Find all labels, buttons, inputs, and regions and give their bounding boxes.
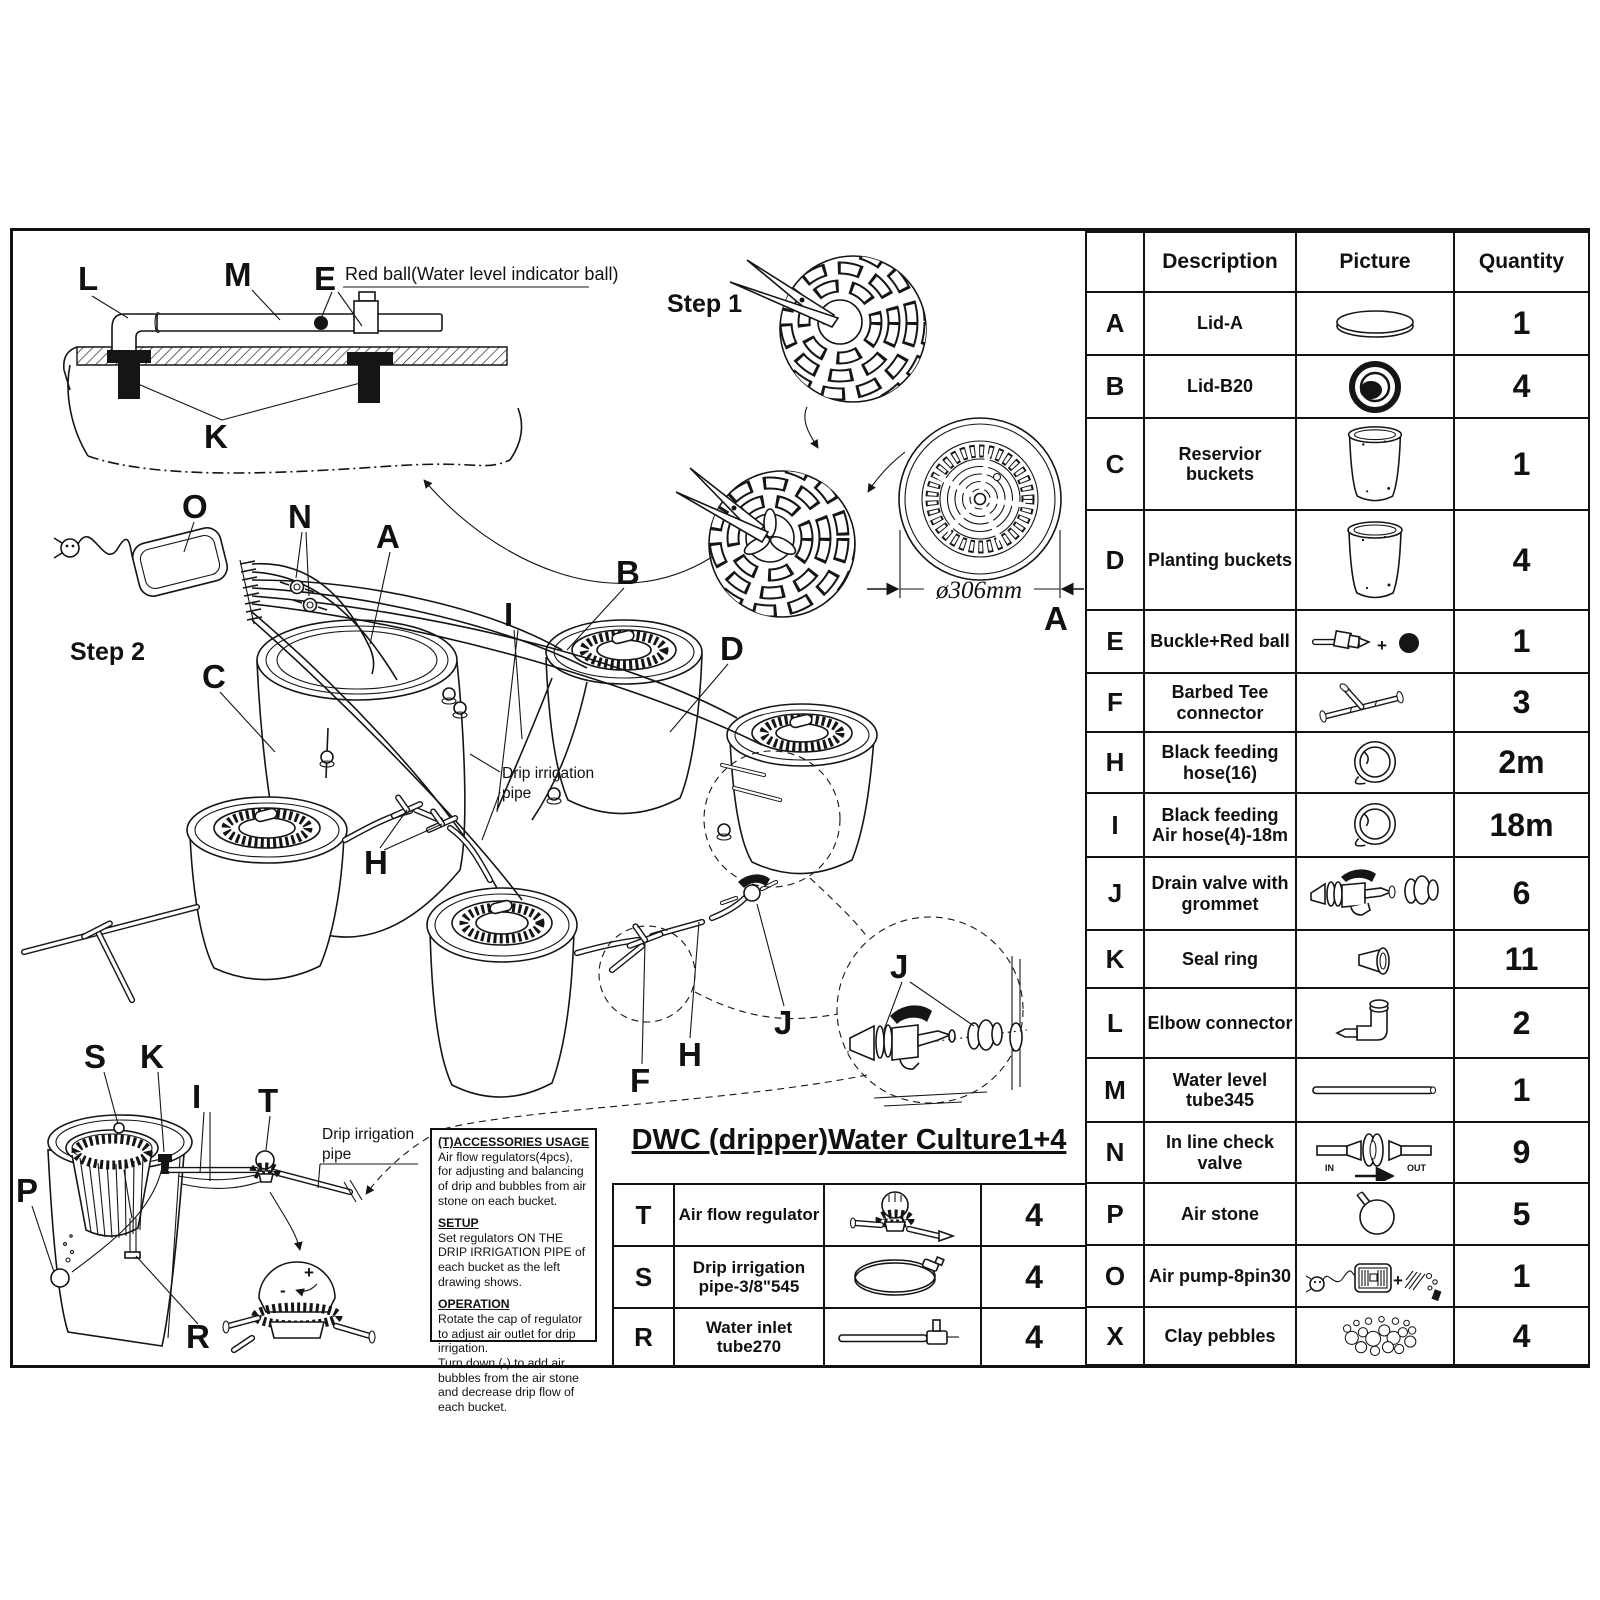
accessory-picture bbox=[824, 1246, 981, 1308]
part-letter: I bbox=[1086, 793, 1144, 857]
part-row bbox=[1086, 1122, 1589, 1183]
part-picture bbox=[1296, 732, 1454, 793]
part-row bbox=[1086, 732, 1589, 793]
check-valve-in-label: IN bbox=[1325, 1162, 1334, 1173]
lid-cut-detail-2 bbox=[676, 447, 861, 629]
label-R: R bbox=[186, 1318, 210, 1355]
lid-top-view bbox=[867, 418, 1084, 637]
accessories-table bbox=[612, 1183, 1088, 1367]
part-quantity: 9 bbox=[1454, 1122, 1589, 1183]
label-D: D bbox=[720, 630, 744, 667]
part-quantity: 1 bbox=[1454, 1245, 1589, 1307]
part-letter: A bbox=[1086, 292, 1144, 355]
part-description: Air pump-8pin30 bbox=[1144, 1245, 1296, 1307]
buckle-red-ball-icon bbox=[1305, 616, 1445, 668]
part-description: Lid-A bbox=[1144, 292, 1296, 355]
part-description: Seal ring bbox=[1144, 930, 1296, 988]
part-quantity: 2m bbox=[1454, 732, 1589, 793]
part-picture bbox=[1296, 1058, 1454, 1122]
part-description: Buckle+Red ball bbox=[1144, 610, 1296, 673]
part-quantity: 4 bbox=[1454, 510, 1589, 610]
usage-notes bbox=[430, 1128, 597, 1414]
part-quantity: 3 bbox=[1454, 673, 1589, 732]
planting-bucket-far-right bbox=[727, 704, 877, 874]
accessory-description: Water inlet tube270 bbox=[674, 1308, 824, 1366]
accessory-picture bbox=[824, 1184, 981, 1246]
part-picture bbox=[1296, 1245, 1454, 1307]
cutaway-bucket bbox=[48, 1115, 192, 1346]
plus-sign: + bbox=[1393, 1271, 1403, 1290]
tube-fitting bbox=[354, 301, 378, 333]
part-picture bbox=[1296, 1183, 1454, 1245]
label-T: T bbox=[258, 1082, 279, 1119]
part-row bbox=[1086, 610, 1589, 673]
setup-title: SETUP bbox=[438, 1216, 479, 1231]
part-letter: M bbox=[1086, 1058, 1144, 1122]
corner-cell bbox=[1086, 232, 1144, 292]
part-row bbox=[1086, 1058, 1589, 1122]
part-picture bbox=[1296, 610, 1454, 673]
part-letter: P bbox=[1086, 1183, 1144, 1245]
part-row bbox=[1086, 930, 1589, 988]
accessory-letter: S bbox=[613, 1246, 674, 1308]
part-picture bbox=[1296, 510, 1454, 610]
part-letter: F bbox=[1086, 673, 1144, 732]
regulator-minus: - bbox=[280, 1281, 286, 1300]
label-S: S bbox=[84, 1038, 107, 1075]
label-L: L bbox=[78, 260, 99, 297]
part-row bbox=[1086, 673, 1589, 732]
part-picture bbox=[1296, 355, 1454, 418]
part-row bbox=[1086, 355, 1589, 418]
seal-ring-left bbox=[107, 350, 151, 363]
part-quantity: 11 bbox=[1454, 930, 1589, 988]
part-quantity: 5 bbox=[1454, 1183, 1589, 1245]
drip-pipe-note-left-1: Drip irrigation bbox=[322, 1126, 415, 1143]
part-row bbox=[1086, 988, 1589, 1058]
drip-pipe-note-left-2: pipe bbox=[322, 1146, 352, 1163]
part-picture bbox=[1296, 988, 1454, 1058]
part-description: Black feeding Air hose(4)-18m bbox=[1144, 793, 1296, 857]
label-K: K bbox=[204, 418, 228, 455]
planting-bucket-bottom bbox=[427, 888, 577, 1097]
label-J-detail: J bbox=[890, 948, 909, 985]
part-description: Barbed Tee connector bbox=[1144, 673, 1296, 732]
water-inlet-tube-icon bbox=[833, 1316, 973, 1358]
lid-cut-detail-1 bbox=[730, 232, 930, 412]
label-I2: I bbox=[192, 1078, 202, 1115]
part-row bbox=[1086, 857, 1589, 930]
usage-title: (T)ACCESSORIES USAGE bbox=[438, 1135, 590, 1149]
part-letter: J bbox=[1086, 857, 1144, 930]
check-valve-out-label: OUT bbox=[1407, 1162, 1426, 1173]
quantity-header: Quantity bbox=[1454, 232, 1589, 292]
lid-a-icon bbox=[1305, 302, 1445, 346]
part-description: Air stone bbox=[1144, 1183, 1296, 1245]
accessory-row bbox=[613, 1308, 1087, 1366]
lid-diameter: ø306mm bbox=[935, 577, 1023, 604]
part-picture bbox=[1296, 673, 1454, 732]
seal-ring-right bbox=[347, 352, 393, 365]
air-pump-icon bbox=[1305, 1248, 1445, 1304]
part-row bbox=[1086, 1245, 1589, 1307]
part-row bbox=[1086, 1307, 1589, 1365]
label-H: H bbox=[364, 844, 388, 881]
label-A: A bbox=[376, 518, 400, 555]
label-C: C bbox=[202, 658, 226, 695]
red-ball-note: Red ball(Water level indicator ball) bbox=[345, 264, 619, 284]
part-quantity: 6 bbox=[1454, 857, 1589, 930]
drip-pipe-note-mid-2: pipe bbox=[502, 785, 532, 802]
detail-arrow-1 bbox=[805, 407, 818, 448]
description-header: Description bbox=[1144, 232, 1296, 292]
part-quantity: 1 bbox=[1454, 1058, 1589, 1122]
seal-ring-icon bbox=[1305, 935, 1445, 983]
part-description: Elbow connector bbox=[1144, 988, 1296, 1058]
label-J: J bbox=[774, 1004, 793, 1041]
part-letter: L bbox=[1086, 988, 1144, 1058]
step2-label: Step 2 bbox=[70, 638, 146, 666]
drain-valve-on-bucket bbox=[722, 874, 776, 903]
part-letter: D bbox=[1086, 510, 1144, 610]
part-letter: O bbox=[1086, 1245, 1144, 1307]
step1-label: Step 1 bbox=[667, 290, 743, 318]
part-picture bbox=[1296, 292, 1454, 355]
elbow-connector-icon bbox=[1305, 994, 1445, 1052]
drip-pipe-coil-icon bbox=[833, 1249, 973, 1305]
part-letter: B bbox=[1086, 355, 1144, 418]
operation-body-1: Rotate the cap of regulator to adjust air outlet for drip irrigation. bbox=[438, 1312, 583, 1356]
accessory-quantity: 4 bbox=[981, 1184, 1087, 1246]
bucket-icon bbox=[1305, 422, 1445, 506]
drain-valve-detail bbox=[847, 948, 1027, 1106]
part-letter: E bbox=[1086, 610, 1144, 673]
label-F: F bbox=[630, 1062, 651, 1099]
part-row bbox=[1086, 292, 1589, 355]
lid-b20-icon bbox=[1305, 359, 1445, 415]
part-description: Drain valve with grommet bbox=[1144, 857, 1296, 930]
part-letter: H bbox=[1086, 732, 1144, 793]
part-description: Black feeding hose(16) bbox=[1144, 732, 1296, 793]
detail-arrow-3 bbox=[424, 480, 712, 583]
part-description: Clay pebbles bbox=[1144, 1307, 1296, 1365]
air-flow-regulator-enlarged bbox=[223, 1192, 375, 1350]
part-letter: K bbox=[1086, 930, 1144, 988]
part-description: Water level tube345 bbox=[1144, 1058, 1296, 1122]
parts-header-row bbox=[1086, 232, 1589, 292]
part-row bbox=[1086, 418, 1589, 510]
planting-bucket-left bbox=[187, 797, 347, 980]
label-N: N bbox=[288, 498, 312, 535]
accessory-quantity: 4 bbox=[981, 1246, 1087, 1308]
operation-body-2: Turn down (-) to add air bubbles from the air stone and decrease drip flow of each bucket. bbox=[438, 1355, 579, 1414]
accessory-description: Air flow regulator bbox=[674, 1184, 824, 1246]
part-quantity: 1 bbox=[1454, 610, 1589, 673]
setup-body: Set regulators ON THE DRIP IRRIGATION PIPE of each bucket as the left drawing shows. bbox=[438, 1230, 586, 1289]
check-valve-icon bbox=[1305, 1125, 1445, 1181]
part-letter: N bbox=[1086, 1122, 1144, 1183]
label-O: O bbox=[182, 488, 208, 525]
water-level-tube-drawing bbox=[157, 314, 442, 331]
part-quantity: 1 bbox=[1454, 292, 1589, 355]
red-ball bbox=[314, 316, 328, 330]
part-letter: X bbox=[1086, 1307, 1144, 1365]
part-quantity: 1 bbox=[1454, 418, 1589, 510]
accessory-quantity: 4 bbox=[981, 1308, 1087, 1366]
air-stone-icon bbox=[1305, 1188, 1445, 1240]
accessory-row bbox=[613, 1246, 1087, 1308]
bucket-icon bbox=[1305, 516, 1445, 604]
accessory-picture bbox=[824, 1308, 981, 1366]
air-flow-regulator-icon bbox=[833, 1187, 973, 1243]
part-description: Reservior buckets bbox=[1144, 418, 1296, 510]
drain-valve-icon bbox=[1305, 863, 1445, 925]
label-A-dim: A bbox=[1044, 600, 1068, 637]
sheet-title: DWC (dripper)Water Culture1+4 bbox=[631, 1124, 1067, 1156]
accessory-description: Drip irrigation pipe-3/8"545 bbox=[674, 1246, 824, 1308]
part-picture bbox=[1296, 1122, 1454, 1183]
part-row bbox=[1086, 510, 1589, 610]
tube-fitting-cap bbox=[359, 292, 375, 301]
label-K2: K bbox=[140, 1038, 164, 1075]
label-P: P bbox=[16, 1172, 39, 1209]
part-description: In line check valve bbox=[1144, 1122, 1296, 1183]
part-letter: C bbox=[1086, 418, 1144, 510]
part-description: Planting buckets bbox=[1144, 510, 1296, 610]
parts-table bbox=[1085, 231, 1590, 1366]
air-pump-drawing bbox=[54, 488, 262, 624]
part-row bbox=[1086, 1183, 1589, 1245]
barbed-tee-icon bbox=[1305, 678, 1445, 728]
part-picture bbox=[1296, 857, 1454, 930]
part-quantity: 2 bbox=[1454, 988, 1589, 1058]
label-B: B bbox=[616, 554, 640, 591]
part-picture bbox=[1296, 793, 1454, 857]
part-description: Lid-B20 bbox=[1144, 355, 1296, 418]
label-M: M bbox=[224, 256, 252, 293]
picture-header: Picture bbox=[1296, 232, 1454, 292]
accessory-row bbox=[613, 1184, 1087, 1246]
regulator-plus: + bbox=[304, 1263, 314, 1282]
operation-title: OPERATION bbox=[438, 1297, 510, 1312]
plus-sign: + bbox=[1377, 635, 1387, 655]
accessory-letter: R bbox=[613, 1308, 674, 1366]
part-picture bbox=[1296, 418, 1454, 510]
water-level-cross-section bbox=[64, 256, 619, 473]
label-I: I bbox=[504, 596, 514, 633]
label-E: E bbox=[314, 260, 337, 297]
hose-coil-icon bbox=[1305, 798, 1445, 852]
hose-coil-icon bbox=[1305, 736, 1445, 790]
usage-body: Air flow regulators(4pcs), for adjusting and balancing of drip and bubbles from air stone on each bucket. bbox=[438, 1149, 587, 1208]
part-quantity: 4 bbox=[1454, 1307, 1589, 1365]
part-picture bbox=[1296, 1307, 1454, 1365]
label-H2: H bbox=[678, 1036, 702, 1073]
drip-pipe-note-mid-1: Drip irrigation bbox=[502, 765, 595, 782]
part-quantity: 4 bbox=[1454, 355, 1589, 418]
part-quantity: 18m bbox=[1454, 793, 1589, 857]
part-row bbox=[1086, 793, 1589, 857]
accessory-letter: T bbox=[613, 1184, 674, 1246]
water-level-tube-icon bbox=[1305, 1072, 1445, 1108]
part-picture bbox=[1296, 930, 1454, 988]
clay-pebbles-icon bbox=[1305, 1310, 1445, 1362]
planting-bucket-right bbox=[546, 620, 702, 814]
